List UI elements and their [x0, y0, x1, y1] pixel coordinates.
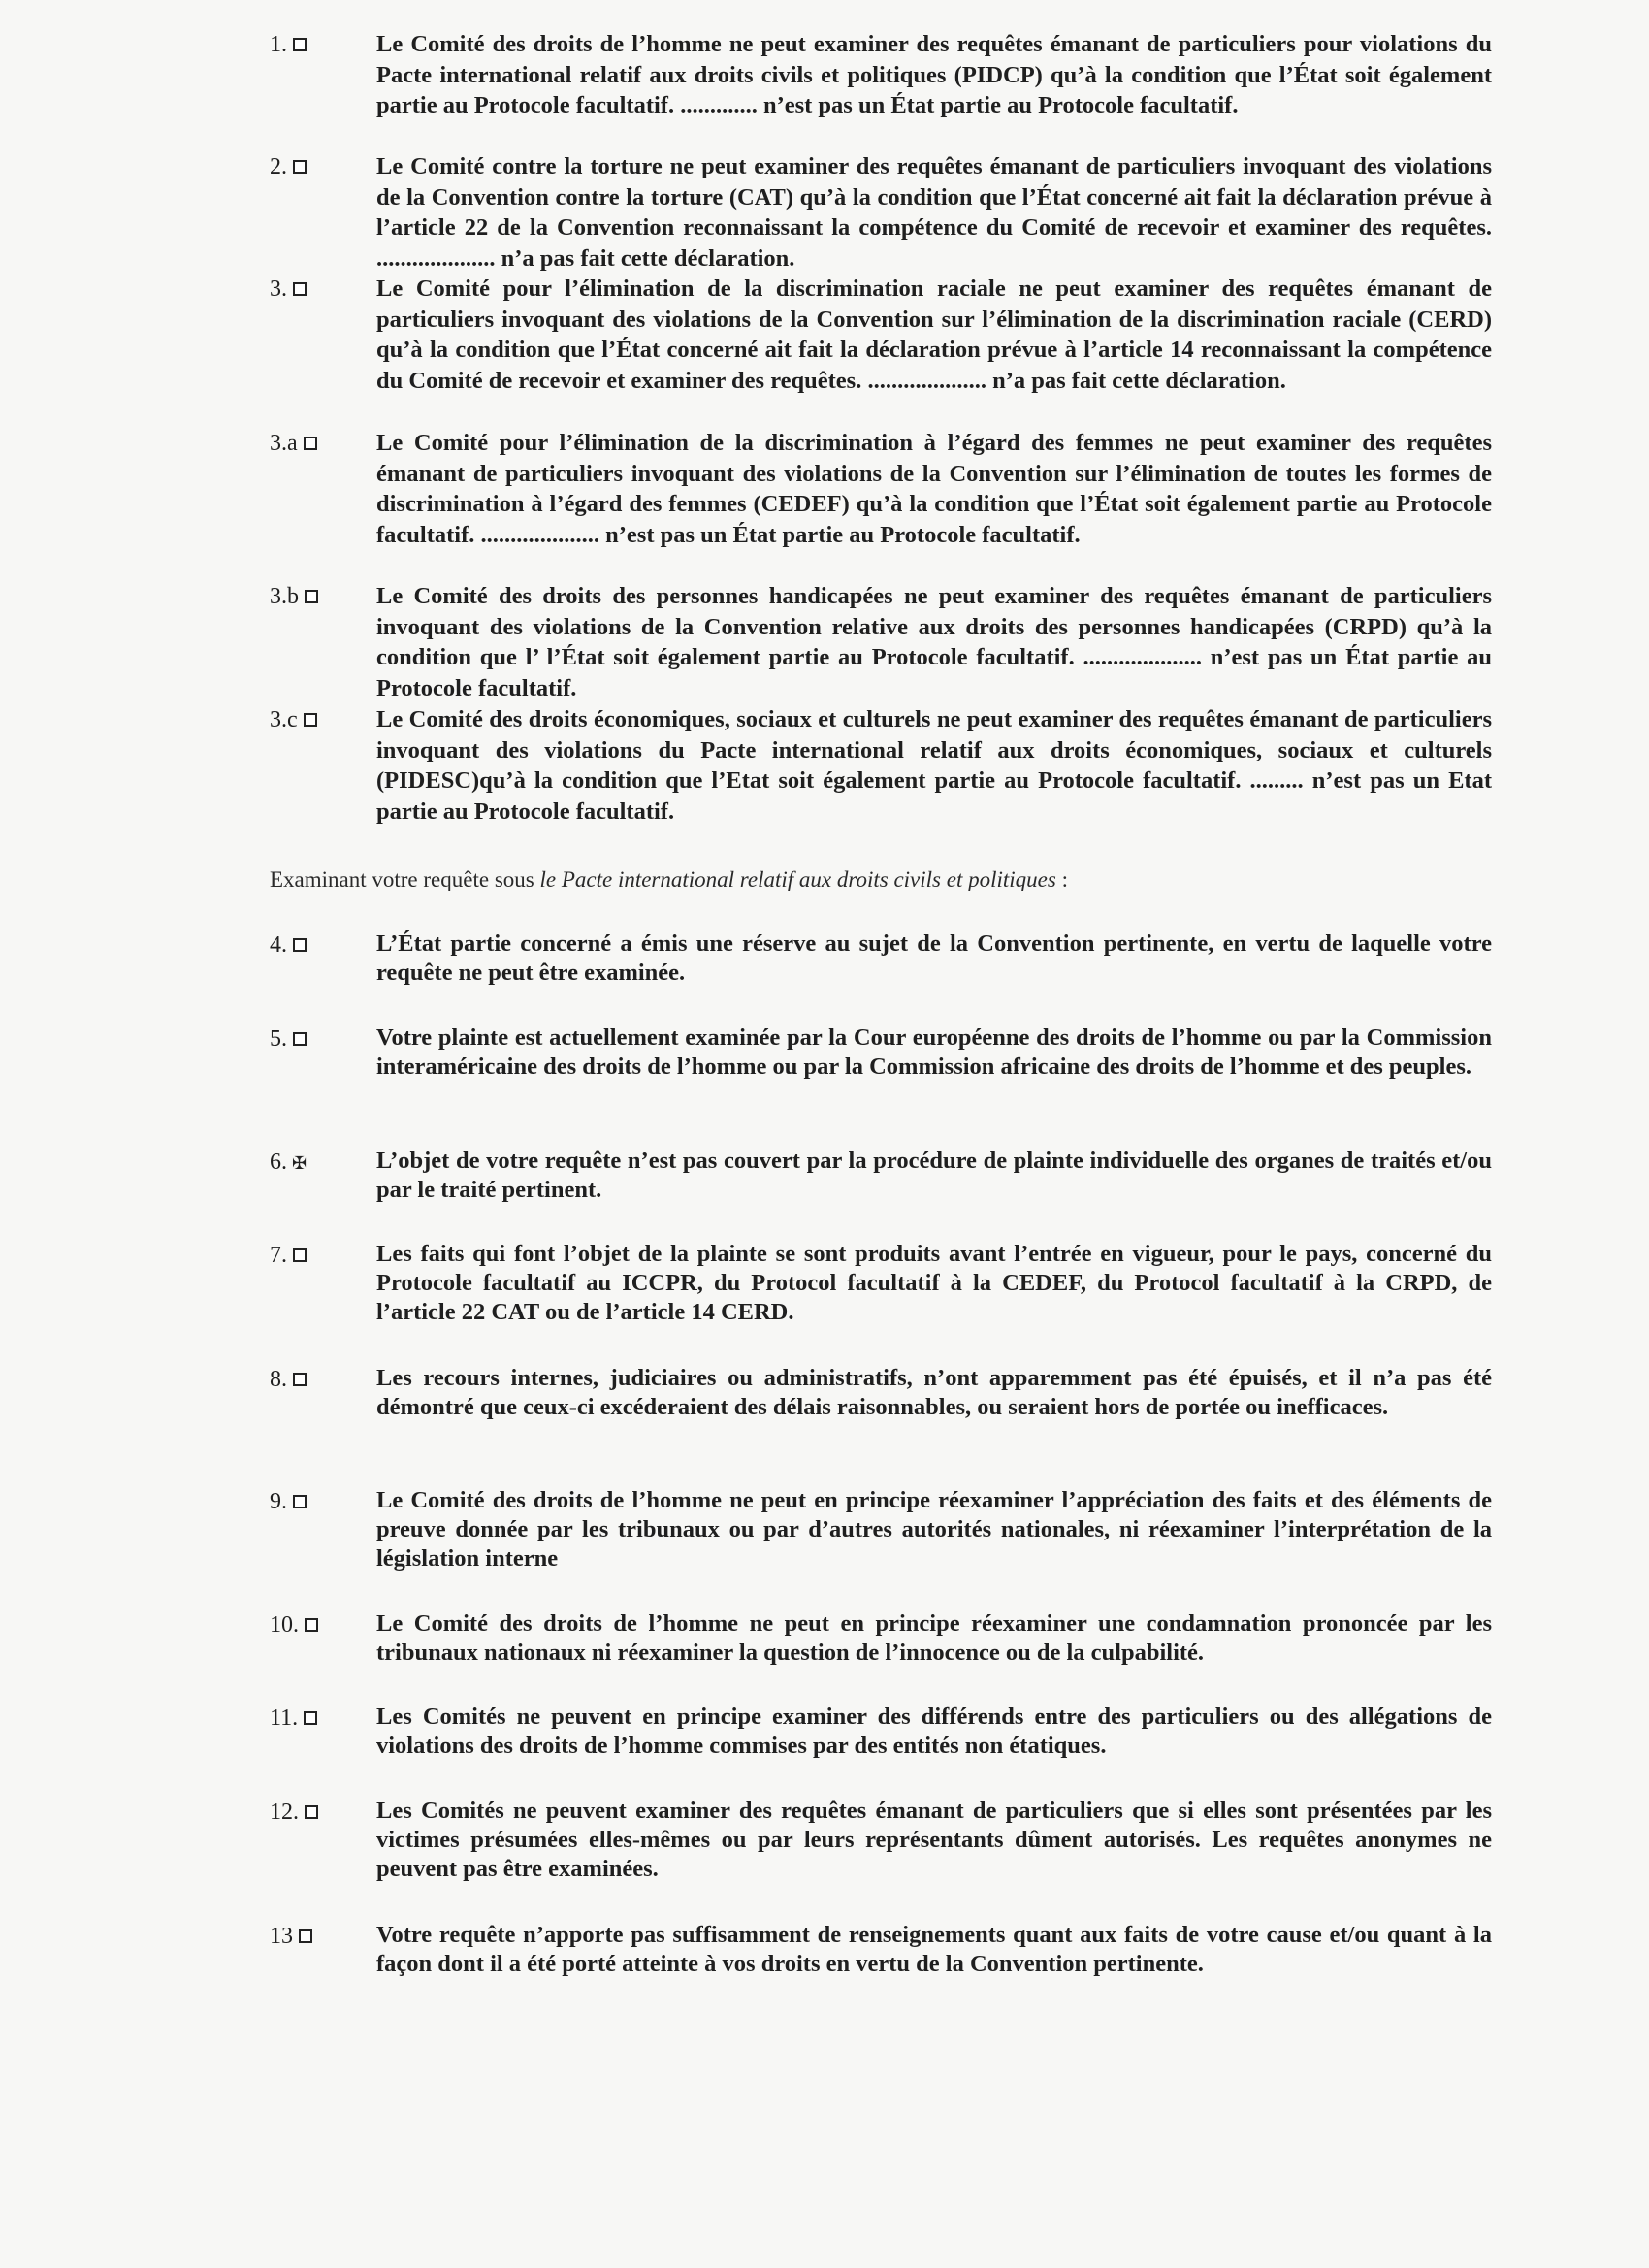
checkbox-8[interactable] — [293, 1373, 307, 1386]
item-number: 4. — [270, 932, 287, 957]
criterion-text: Le Comité des droits de l’homme ne peut en principe réexaminer une condamnation prononcée par les tribunaux nationaux ni réexaminer la question de l’innocence ou de la culpabilité. — [376, 1610, 1492, 1666]
item-number: 7. — [270, 1243, 287, 1268]
checkbox-3c[interactable] — [304, 713, 317, 727]
checkbox-5[interactable] — [293, 1032, 307, 1046]
item-number: 13 — [270, 1924, 293, 1949]
item-number: 10. — [270, 1612, 299, 1637]
checkbox-4[interactable] — [293, 938, 307, 952]
criterion-text: Le Comité des droits économiques, sociaux et culturels ne peut examiner des requêtes émanant de particuliers invoquant des violations du Pacte international relatif aux droits économiques, sociaux et culturels (PIDESC)qu’à la condition que l’Etat soit également partie au Protocole facultatif. ......... n’est pas un Etat partie au Protocole facultatif. — [376, 706, 1492, 825]
item-number: 5. — [270, 1026, 287, 1052]
criterion-text: Les Comités ne peuvent en principe examiner des différends entre des particuliers ou des allégations de violations des droits de l’homme commises par des entités non étatiques. — [376, 1703, 1492, 1759]
checkbox-3a[interactable] — [304, 437, 317, 450]
checkbox-7[interactable] — [293, 1248, 307, 1262]
criterion-text: Les recours internes, judiciaires ou administratifs, n’ont apparemment pas été épuisés, et il n’a pas été démontré que ceux-ci excéderaient des délais raisonnables, ou seraient hors de portée ou inefficaces. — [376, 1365, 1492, 1420]
item-number: 3. — [270, 276, 287, 302]
criterion-text: Le Comité contre la torture ne peut examiner des requêtes émanant de particuliers invoquant des violations de la Convention contre la torture (CAT) qu’à la condition que l’État concerné ait fait la déclaration prévue à l’article 22 de la Convention reconnaissant la compétence du Comité de recevoir et examiner des requêtes. .................... n’a pas fait cette déclaration. — [376, 153, 1492, 272]
item-number: 8. — [270, 1367, 287, 1392]
checkbox-2[interactable] — [293, 160, 307, 174]
checkbox-1[interactable] — [293, 38, 307, 51]
item-number: 3.a — [270, 431, 298, 456]
checkbox-10[interactable] — [305, 1618, 318, 1632]
item-number: 6. — [270, 1150, 287, 1175]
criterion-text: Le Comité pour l’élimination de la discrimination à l’égard des femmes ne peut examiner des requêtes émanant de particuliers invoquant des violations de la Convention sur l’élimination de toutes les formes de discrimination à l’égard des femmes (CEDEF) qu’à la condition que l’État soit également partie au Protocole facultatif. .................... n’est pas un État partie au Protocole facultatif. — [376, 430, 1492, 548]
item-number: 1. — [270, 32, 287, 57]
item-number: 11. — [270, 1705, 299, 1731]
item-number: 9. — [270, 1489, 287, 1514]
checkbox-3[interactable] — [293, 282, 307, 296]
checkbox-6-checked[interactable] — [293, 1154, 308, 1170]
checkbox-12[interactable] — [305, 1805, 318, 1819]
criterion-text: L’objet de votre requête n’est pas couvert par la procédure de plainte individuelle des organes de traités et/ou par le traité pertinent. — [376, 1148, 1492, 1203]
criterion-text: Les faits qui font l’objet de la plainte se sont produits avant l’entrée en vigueur, pour le pays, concerné du Protocole facultatif au ICCPR, du Protocol facultatif à la CEDEF, du Protocol facultatif à la CRPD, de l’article 22 CAT ou de l’article 14 CERD. — [376, 1241, 1492, 1325]
checkbox-11[interactable] — [304, 1711, 317, 1725]
criterion-text: Le Comité des droits de l’homme ne peut en principe réexaminer l’appréciation des faits et des éléments de preuve donnée par les tribunaux ou par d’autres autorités nationales, ni réexaminer l’interprétation de la législation interne — [376, 1487, 1492, 1571]
item-number: 2. — [270, 154, 287, 179]
criterion-text: Votre requête n’apporte pas suffisamment de renseignements quant aux faits de votre cause et/ou quant à la façon dont il a été porté atteinte à vos droits en vertu de la Convention pertinente. — [376, 1922, 1492, 1977]
checkbox-9[interactable] — [293, 1495, 307, 1508]
checkbox-13[interactable] — [299, 1929, 312, 1943]
criterion-text: L’État partie concerné a émis une réserve au sujet de la Convention pertinente, en vertu de laquelle votre requête ne peut être examinée. — [376, 930, 1492, 986]
checkbox-3b[interactable] — [305, 590, 318, 603]
section-intro: Examinant votre requête sous le Pacte international relatif aux droits civils et politiques : — [270, 867, 1068, 891]
criterion-text: Votre plainte est actuellement examinée par la Cour européenne des droits de l’homme ou par la Commission interaméricaine des droits de l’homme ou par la Commission africaine des droits de l’homme et des peuples. — [376, 1024, 1492, 1080]
item-number: 12. — [270, 1799, 299, 1825]
criterion-text: Le Comité des droits des personnes handicapées ne peut examiner des requêtes émanant de particuliers invoquant des violations de la Convention relative aux droits des personnes handicapées (CRPD) qu’à la condition que l’ l’État soit également partie au Protocole facultatif. .................... n’est pas un État partie au Protocole facultatif. — [376, 583, 1492, 701]
item-number: 3.c — [270, 707, 298, 732]
criterion-text: Le Comité des droits de l’homme ne peut examiner des requêtes émanant de particuliers pour violations du Pacte international relatif aux droits civils et politiques (PIDCP) qu’à la condition que l’État soit également partie au Protocole facultatif. ............. n’est pas un État partie au Protocole facultatif. — [376, 31, 1492, 118]
item-number: 3.b — [270, 584, 299, 609]
criterion-text: Le Comité pour l’élimination de la discrimination raciale ne peut examiner des requêtes émanant de particuliers invoquant des violations de la Convention sur l’élimination de la discrimination raciale (CERD) qu’à la condition que l’État concerné ait fait la déclaration prévue à l’article 14 reconnaissant la compétence du Comité de recevoir et examiner des requêtes. .................... n’a pas fait cette déclaration. — [376, 275, 1492, 394]
criterion-text: Les Comités ne peuvent examiner des requêtes émanant de particuliers que si elles sont présentées par les victimes présumées elles-mêmes ou par leurs représentants dûment autorisés. Les requêtes anonymes ne peuvent pas être examinées. — [376, 1798, 1492, 1882]
